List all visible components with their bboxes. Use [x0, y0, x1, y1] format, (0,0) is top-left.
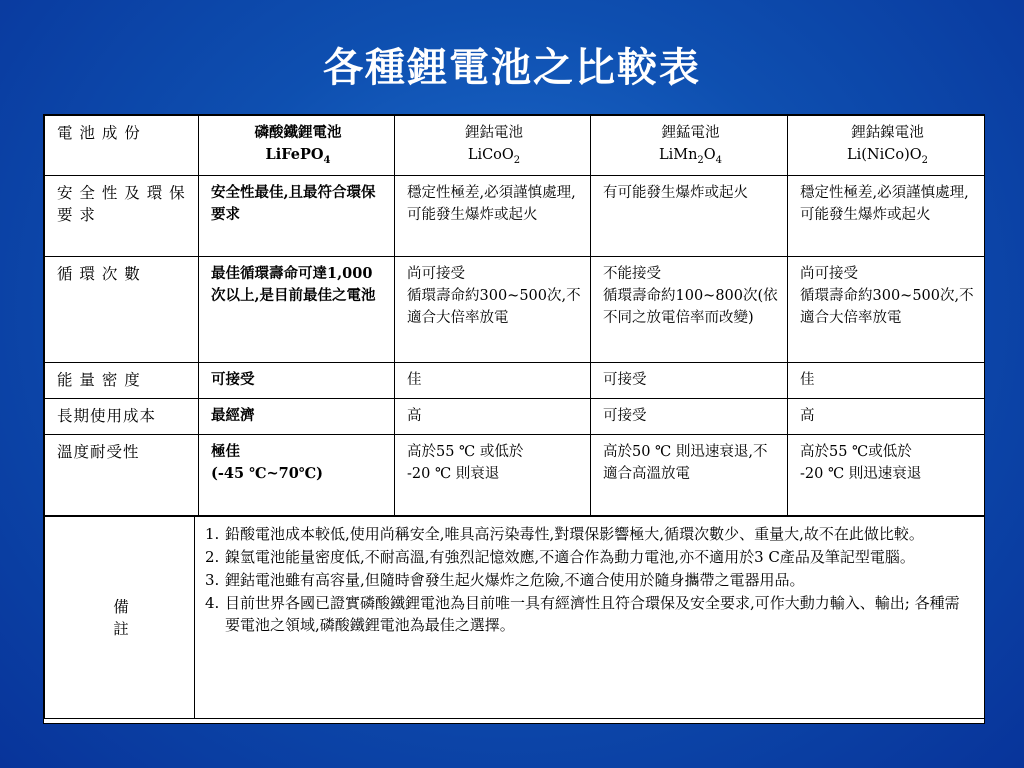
header-col-licoo2 [395, 116, 591, 176]
table-cell: 佳 [788, 363, 985, 399]
row-label: 長期使用成本 [45, 399, 199, 435]
table-cell: 安全性最佳,且最符合環保要求 [199, 176, 395, 257]
notes-cell [195, 517, 985, 719]
col-formula: LiCoO$_2$ [467, 147, 521, 166]
table-cell: 穩定性極差,必須謹慎處理,可能發生爆炸或起火 [395, 176, 591, 257]
col-formula: $LiMn_2O_4$ [658, 147, 723, 166]
table-cell: 佳 [395, 363, 591, 399]
table-row [45, 363, 985, 399]
col-name: 鋰鈷電池 [465, 125, 523, 141]
row-label: 溫度耐受性 [45, 435, 199, 516]
list-item: 4. 目前世界各國已證實磷酸鐵鋰電池為目前唯一具有經濟性且符合環保及安全要求,可作大動力輸入、輸出; 各種需要電池之領域,磷酸鐵鋰電池為最佳之選擇。 [205, 594, 960, 634]
table-cell: 高 [395, 399, 591, 435]
table-cell: 不能接受 循環壽命約100~800次(依不同之放電倍率而改變) [591, 257, 788, 363]
header-col-lifepo4 [199, 116, 395, 176]
table-cell: 最經濟 [199, 399, 395, 435]
header-label-cell: 電 池 成 份 [45, 116, 199, 176]
table-cell: 高於50 ℃ 則迅速衰退,不適合高溫放電 [591, 435, 788, 516]
notes-row [45, 517, 985, 719]
col-name: 鋰鈷鎳電池 [851, 125, 924, 141]
notes-table [44, 516, 985, 719]
table-cell: 穩定性極差,必須謹慎處理,可能發生爆炸或起火 [788, 176, 985, 257]
comparison-sheet [43, 114, 985, 724]
header-col-limn2o4 [591, 116, 788, 176]
table-cell: 可接受 [199, 363, 395, 399]
row-label: 安 全 性 及 環 保 要 求 [45, 176, 199, 257]
row-label: 循 環 次 數 [45, 257, 199, 363]
list-item: 1. 鉛酸電池成本較低,使用尚稱安全,唯具高污染毒性,對環保影響極大,循環次數少、重量大,故不在此做比較。 [205, 525, 924, 543]
table-row [45, 257, 985, 363]
comparison-table [44, 115, 985, 516]
table-cell: 最佳循環壽命可達1,000 次以上,是目前最佳之電池 [199, 257, 395, 363]
col-name: 鋰錳電池 [661, 125, 720, 141]
table-cell: 高於55 ℃或低於 -20 ℃ 則迅速衰退 [788, 435, 985, 516]
col-name: 磷酸鐵鋰電池 [254, 124, 342, 141]
table-cell: 高於55 ℃ 或低於 -20 ℃ 則衰退 [395, 435, 591, 516]
col-formula: $Li(NiCo)O_2$ [847, 147, 928, 166]
row-label: 能 量 密 度 [45, 363, 199, 399]
table-cell: 高 [788, 399, 985, 435]
table-cell: 有可能發生爆炸或起火 [591, 176, 788, 257]
notes-list [205, 523, 974, 636]
list-item: 3. 鋰鈷電池雖有高容量,但隨時會發生起火爆炸之危險,不適合使用於隨身攜帶之電器用品。 [205, 571, 805, 589]
list-item: 2. 鎳氫電池能量密度低,不耐高溫,有強烈記憶效應,不適合作為動力電池,亦不適用於3 C產品及筆記型電腦。 [205, 548, 915, 566]
table-cell: 極佳 (-45 ℃~70℃) [199, 435, 395, 516]
table-row [45, 435, 985, 516]
header-row [45, 116, 985, 176]
table-row [45, 176, 985, 257]
col-formula: LiFePO$_4$ [265, 146, 331, 166]
table-cell: 尚可接受 循環壽命約300~500次,不適合大倍率放電 [788, 257, 985, 363]
table-row [45, 399, 985, 435]
page-title: 各種鋰電池之比較表 [323, 44, 701, 91]
table-cell: 可接受 [591, 363, 788, 399]
notes-label: 備 註 [45, 517, 195, 719]
table-cell: 尚可接受 循環壽命約300~500次,不適合大倍率放電 [395, 257, 591, 363]
header-col-linico [788, 116, 985, 176]
table-cell: 可接受 [591, 399, 788, 435]
